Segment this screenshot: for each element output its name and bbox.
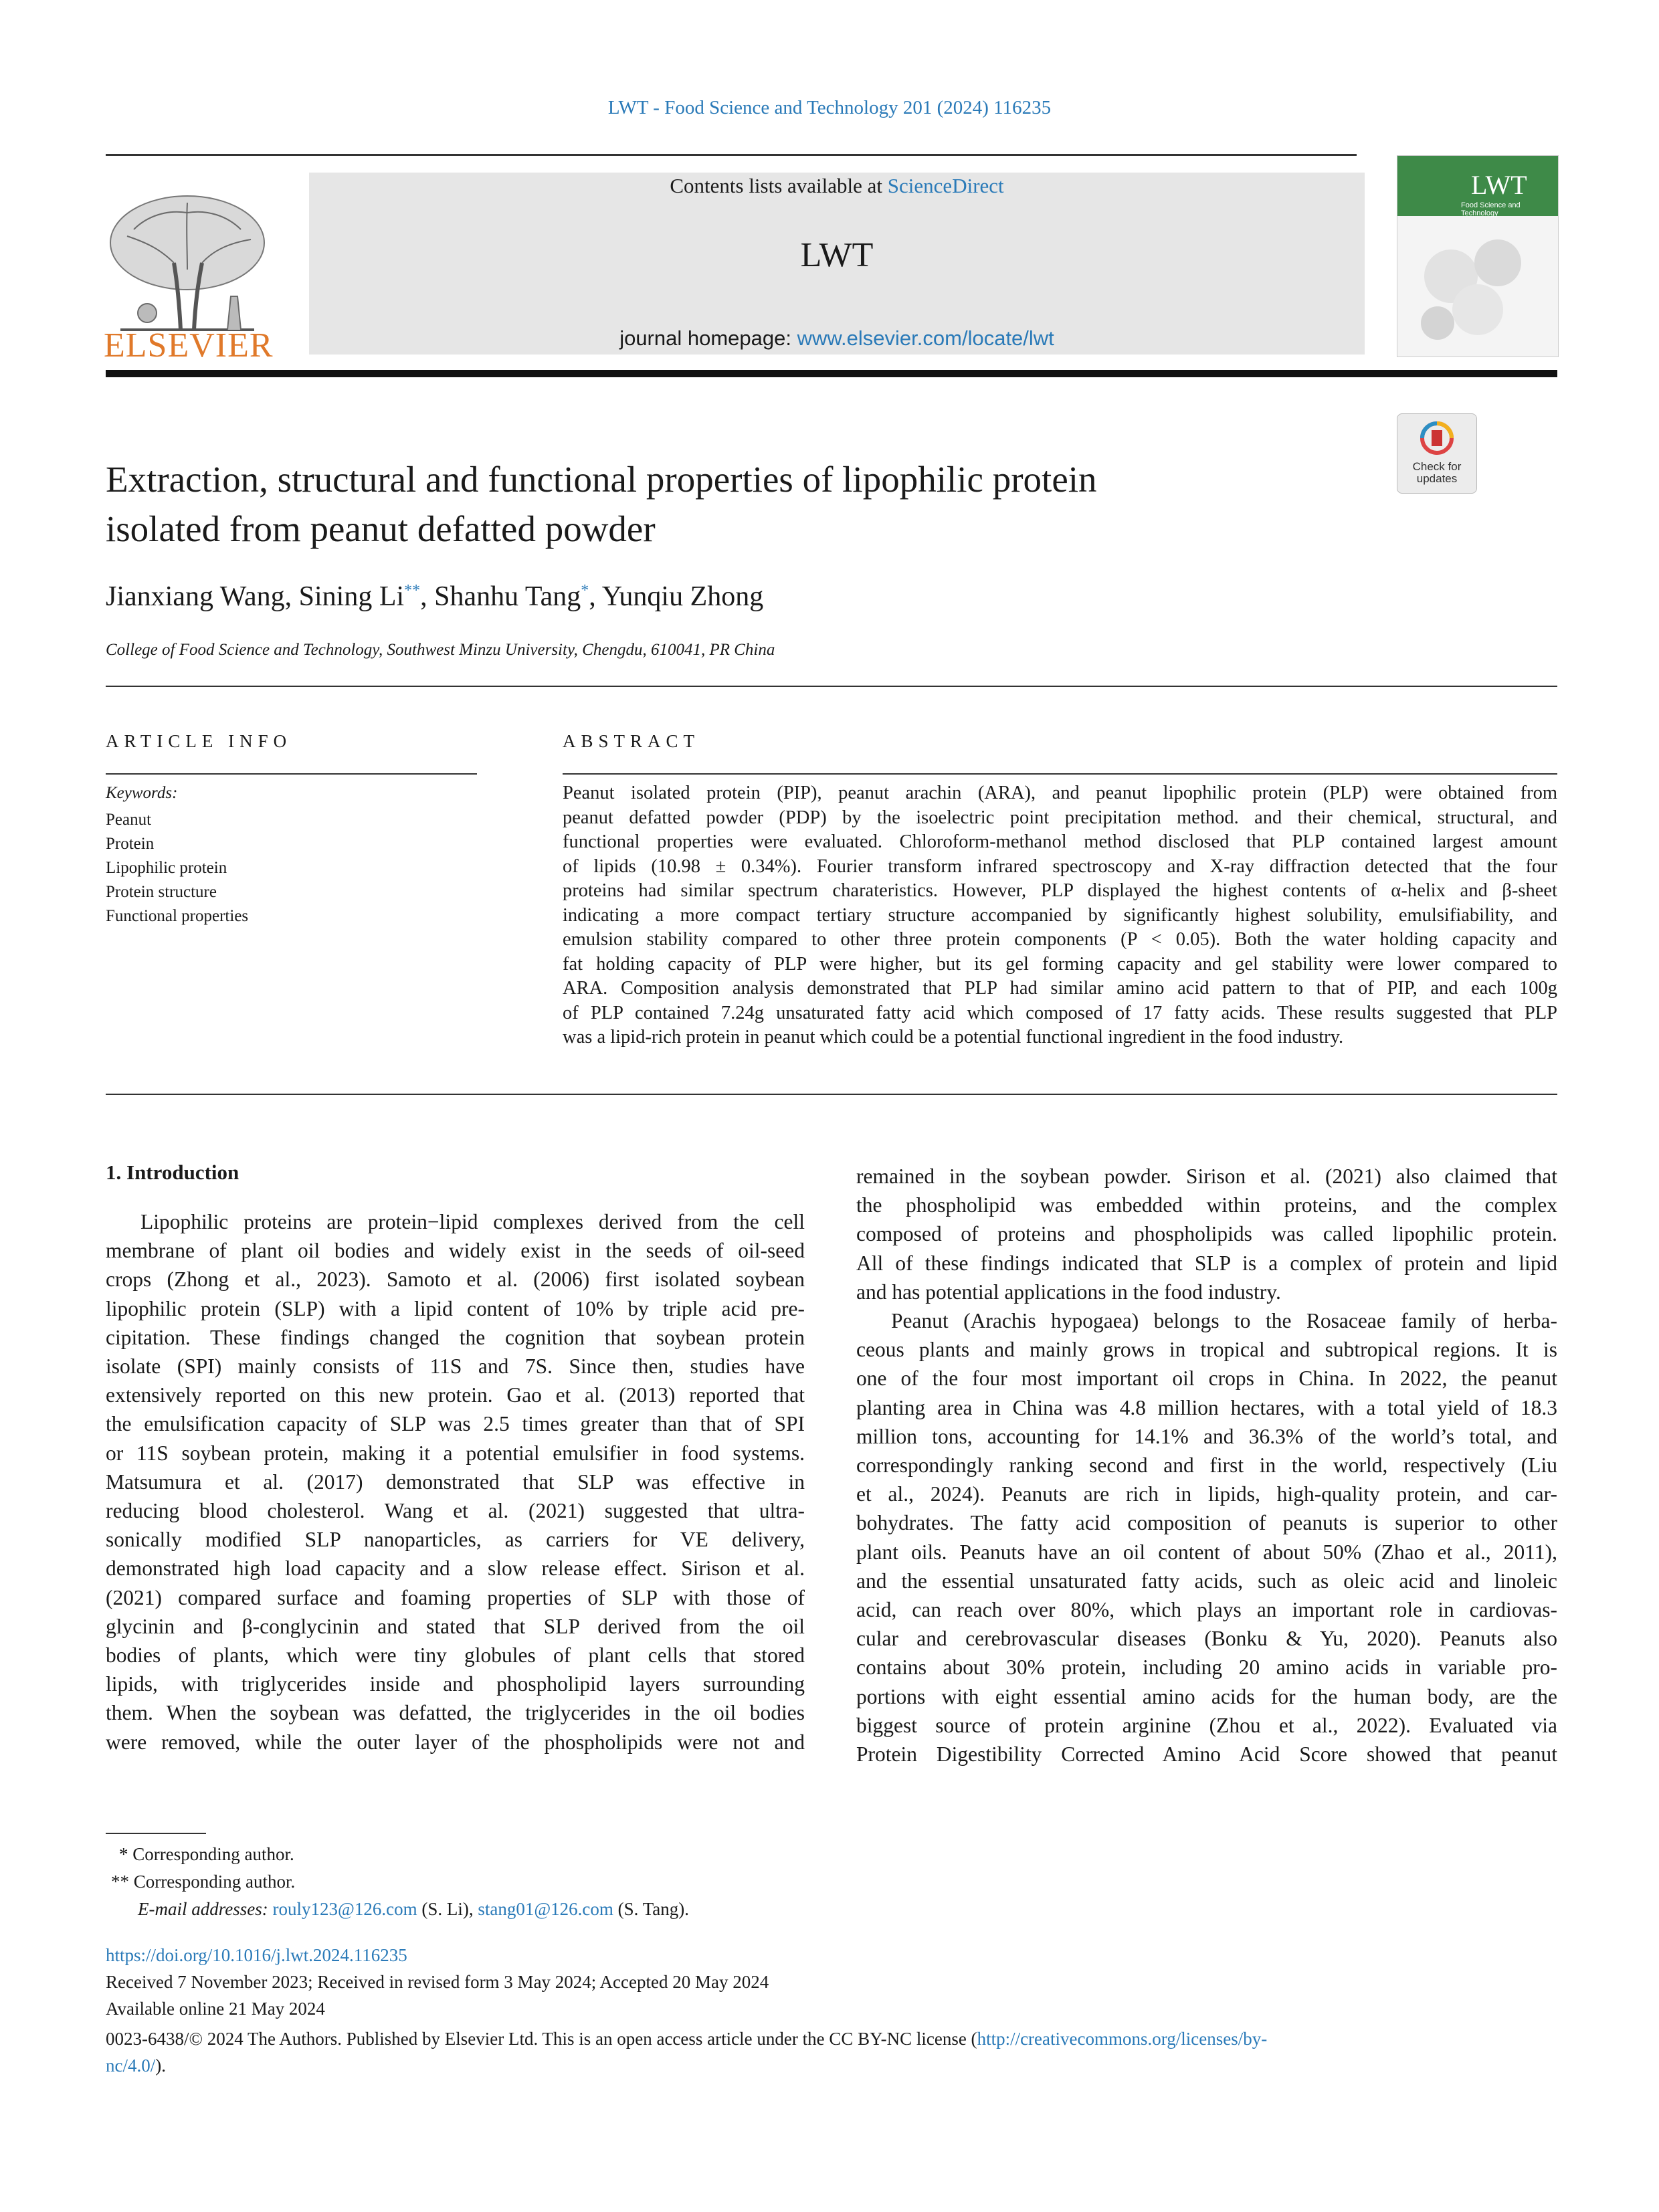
text-line: proteins had similar spectrum charateristics. However, PLP displayed the highest contents of α-helix and β-sheet (563, 880, 1557, 901)
text-line: demonstrated high load capacity and a slow release effect. Sirison et al. (106, 1556, 805, 1581)
crossmark-icon (1420, 421, 1454, 460)
text-line: and the essential unsaturated fatty acids, such as oleic acid and linoleic (856, 1569, 1557, 1593)
license-suffix: ). (155, 2055, 166, 2076)
text-line: contains about 30% protein, including 20 amino acids in variable pro- (856, 1655, 1557, 1680)
journal-citation-link[interactable]: LWT - Food Science and Technology 201 (2024) 116235 (607, 97, 1052, 118)
text-line: et al., 2024). Peanuts are rich in lipids, high-quality protein, and car- (856, 1482, 1557, 1506)
affiliation-rule (106, 686, 1557, 687)
journal-cover-thumbnail[interactable] (1397, 155, 1559, 357)
abstract-rule (563, 773, 1557, 775)
text-line: and has potential applications in the food industry. (856, 1280, 1281, 1304)
text-line: functional properties were evaluated. Chloroform-methanol method disclosed that PLP contained largest amount (563, 831, 1557, 852)
text-line: of lipids (10.98 ± 0.34%). Fourier transform infrared spectroscopy and X-ray diffraction detected that the four (563, 856, 1557, 877)
text-line: remained in the soybean powder. Sirison et al. (2021) also claimed that (856, 1165, 1557, 1188)
license-prefix: 0023-6438/© 2024 The Authors. Published by Elsevier Ltd. This is an open access article under the CC BY-NC license ( (106, 2029, 977, 2049)
keyword: Peanut (106, 811, 152, 829)
text-line: biggest source of protein arginine (Zhou et al., 2022). Evaluated via (856, 1713, 1557, 1737)
text-line: were removed, while the outer layer of the phospholipids were not and (106, 1730, 805, 1754)
email-label: E-mail addresses: (138, 1899, 273, 1919)
text-line: one of the four most important oil crops in China. In 2022, the peanut (856, 1367, 1557, 1391)
article-title-line1: Extraction, structural and functional properties of lipophilic protein (106, 459, 1097, 500)
author-name[interactable]: Yunqiu Zhong (601, 581, 764, 612)
homepage-prefix: journal homepage: (619, 326, 797, 350)
cover-image-icon (1397, 216, 1558, 357)
abstract-body (563, 781, 1557, 1050)
email-owner: (S. Tang). (613, 1899, 690, 1919)
text-line: acid, can reach over 80%, which plays an important role in cardiovas- (856, 1598, 1557, 1622)
keyword: Functional properties (106, 907, 249, 925)
text-line: lipids, with triglycerides inside and phospholipid layers surrounding (106, 1672, 805, 1696)
crossmark-label (1397, 461, 1476, 485)
text-line: the emulsification capacity of SLP was 2.5 times greater than that of SPI (106, 1412, 805, 1436)
journal-homepage-line (309, 326, 1365, 350)
text-line: portions with eight essential amino acids for the human body, are the (856, 1684, 1557, 1708)
keywords-label: Keywords: (106, 784, 178, 802)
license-link-cont[interactable]: nc/4.0/ (106, 2055, 156, 2076)
text-line: ARA. Composition analysis demonstrated that PLP had similar amino acid pattern to that of PIP, and each 100g (563, 978, 1557, 999)
text-line: crops (Zhong et al., 2023). Samoto et al. (2006) first isolated soybean (106, 1268, 805, 1292)
footnote-rule (106, 1833, 206, 1834)
author-name[interactable]: Jianxiang Wang (106, 581, 285, 612)
text-line: fat holding capacity of PLP were higher, but its gel forming capacity and gel stability were lower compared to (563, 953, 1557, 975)
text-line: was a lipid-rich protein in peanut which could be a potential functional ingredient in the food industry. (563, 1027, 1344, 1047)
footnote-emails (106, 1896, 689, 1923)
text-line: planting area in China was 4.8 million hectares, with a total yield of 18.3 (856, 1395, 1557, 1419)
license-link[interactable]: http://creativecommons.org/licenses/by- (977, 2029, 1268, 2049)
text-line: of PLP contained 7.24g unsaturated fatty acid which composed of 17 fatty acids. These results suggested that PLP (563, 1002, 1557, 1023)
email-owner: (S. Li), (417, 1899, 478, 1919)
cover-subtitle: Food Science and Technology (1461, 201, 1521, 217)
corresponding-mark[interactable]: ** (404, 582, 421, 599)
text-line: glycinin and β-conglycinin and stated that SLP derived from the oil (106, 1614, 805, 1638)
text-line: extensively reported on this new protein. Gao et al. (2013) reported that (106, 1383, 805, 1407)
text-line: bodies of plants, which were tiny globules of plant cells that stored (106, 1643, 805, 1668)
contents-available-line (309, 174, 1365, 198)
abstract-heading: ABSTRACT (563, 731, 700, 751)
footnote-corresponding-1: * Corresponding author. (119, 1844, 294, 1864)
author-name[interactable]: Sining Li (298, 581, 405, 612)
text-line: the phospholipid was embedded within proteins, and the complex (856, 1193, 1557, 1217)
keywords-list (106, 808, 248, 928)
text-line: plant oils. Peanuts have an oil content of about 50% (Zhao et al., 2011), (856, 1540, 1557, 1564)
available-online-date: Available online 21 May 2024 (106, 1999, 325, 2019)
abstract-bottom-rule (106, 1094, 1557, 1095)
crossmark-label-line1: Check for (1412, 460, 1462, 473)
license-statement (106, 2025, 1557, 2079)
footnote-corresponding-2: ** Corresponding author. (111, 1872, 296, 1892)
text-line: membrane of plant oil bodies and widely exist in the seeds of oil-seed (106, 1239, 805, 1263)
text-line: cular and cerebrovascular diseases (Bonku & Yu, 2020). Peanuts also (856, 1627, 1557, 1651)
cover-title: LWT (1471, 170, 1527, 200)
header-top-rule (106, 154, 1357, 156)
author-list: Jianxiang Wang, Sining Li**, Shanhu Tang*, Yunqiu Zhong (106, 581, 764, 612)
text-line: emulsion stability compared to other three protein components (P < 0.05). Both the water holding capacity and (563, 929, 1557, 950)
text-line: reducing blood cholesterol. Wang et al. (2021) suggested that ultra- (106, 1499, 805, 1523)
contents-prefix: Contents lists available at (670, 174, 888, 197)
keyword: Protein (106, 835, 155, 853)
keyword: Lipophilic protein (106, 859, 227, 877)
text-line: peanut defatted powder (PDP) by the isoelectric point precipitation method. and their chemical, structural, and (563, 807, 1557, 828)
text-line: Peanut (Arachis hypogaea) belongs to the Rosaceae family of herba- (891, 1309, 1557, 1333)
body-column-right (856, 1162, 1557, 1769)
text-line: cipitation. These findings changed the cognition that soybean protein (106, 1325, 805, 1349)
text-line: Matsumura et al. (2017) demonstrated that SLP was effective in (106, 1470, 805, 1494)
body-column-left (106, 1207, 805, 1756)
journal-homepage-link[interactable]: www.elsevier.com/locate/lwt (797, 326, 1054, 350)
elsevier-wordmark: ELSEVIER (104, 326, 274, 365)
affiliation: College of Food Science and Technology, Southwest Minzu University, Chengdu, 610041, PR China (106, 641, 775, 659)
text-line: lipophilic protein (SLP) with a lipid content of 10% by triple acid pre- (106, 1296, 805, 1320)
received-dates: Received 7 November 2023; Received in revised form 3 May 2024; Accepted 20 May 2024 (106, 1972, 769, 1992)
article-title (106, 455, 1310, 554)
text-line: isolate (SPI) mainly consists of 11S and 7S. Since then, studies have (106, 1354, 805, 1379)
text-line: ceous plants and mainly grows in tropical and subtropical regions. It is (856, 1338, 1557, 1362)
check-for-updates-badge[interactable] (1397, 413, 1477, 494)
text-line: Protein Digestibility Corrected Amino Acid Score showed that peanut (856, 1742, 1557, 1767)
text-line: sonically modified SLP nanoparticles, as carriers for VE delivery, (106, 1528, 805, 1552)
text-line: indicating a more compact tertiary structure accompanied by significantly highest solubility, emulsifiability, and (563, 904, 1557, 926)
text-line: composed of proteins and phospholipids was called lipophilic protein. (856, 1222, 1557, 1246)
article-info-rule (106, 773, 477, 775)
text-line: Lipophilic proteins are protein−lipid complexes derived from the cell (140, 1210, 805, 1233)
email-link[interactable]: stang01@126.com (478, 1899, 613, 1919)
article-title-line2: isolated from peanut defatted powder (106, 508, 656, 549)
header-thick-rule (106, 370, 1557, 377)
email-link[interactable]: rouly123@126.com (272, 1899, 417, 1919)
text-line: All of these findings indicated that SLP is a complex of protein and lipid (856, 1251, 1557, 1275)
doi-link[interactable]: https://doi.org/10.1016/j.lwt.2024.116235 (106, 1945, 407, 1965)
article-info-heading: ARTICLE INFO (106, 731, 292, 751)
journal-name: LWT (800, 236, 874, 274)
crossmark-label-line2: updates (1416, 472, 1458, 485)
corresponding-mark[interactable]: * (581, 582, 589, 599)
text-line: million tons, accounting for 14.1% and 36.3% of the world’s total, and (856, 1424, 1557, 1448)
author-name[interactable]: Shanhu Tang (434, 581, 581, 612)
text-line: Peanut isolated protein (PIP), peanut arachin (ARA), and peanut lipophilic protein (PLP) were obtained from (563, 783, 1557, 803)
text-line: correspondingly ranking second and first in the world, respectively (Liu (856, 1453, 1557, 1478)
text-line: or 11S soybean protein, making it a potential emulsifier in food systems. (106, 1441, 805, 1465)
text-line: bohydrates. The fatty acid composition of peanuts is superior to other (856, 1511, 1557, 1535)
text-line: them. When the soybean was defatted, the triglycerides in the oil bodies (106, 1701, 805, 1725)
keyword: Protein structure (106, 883, 217, 901)
section-heading-introduction: 1. Introduction (106, 1161, 239, 1184)
sciencedirect-link[interactable]: ScienceDirect (887, 174, 1004, 197)
footnotes (106, 1841, 689, 1923)
text-line: (2021) compared surface and foaming properties of SLP with those of (106, 1585, 805, 1609)
